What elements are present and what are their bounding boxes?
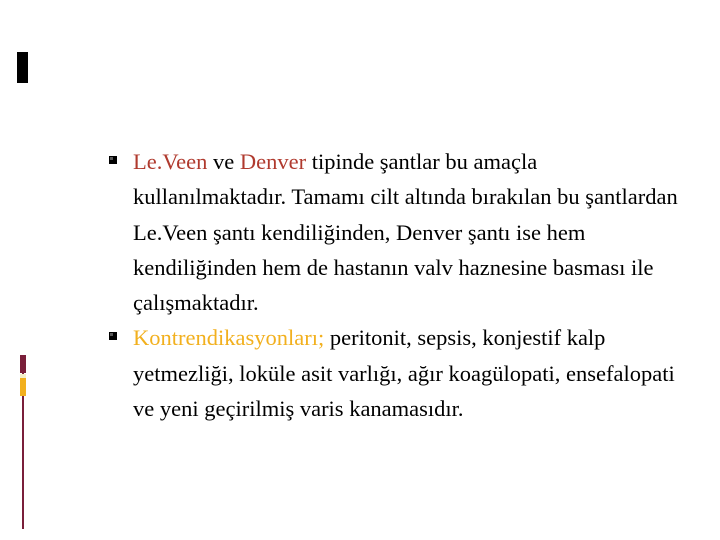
bullet-list: [108, 144, 688, 426]
text-ve: ve: [207, 149, 240, 174]
corner-decoration: [17, 52, 28, 83]
term-denver: Denver: [239, 149, 307, 174]
bullet-text-2: [133, 325, 675, 421]
bullet-item: [108, 320, 688, 426]
square-bullet-icon: [108, 155, 118, 165]
bullet-text-1: [133, 149, 678, 315]
accent-square-red: [20, 355, 26, 373]
square-bullet-icon: [108, 331, 118, 341]
term-kontrendikasyonlari: Kontrendikasyonları;: [133, 325, 325, 351]
accent-square-yellow: [20, 378, 26, 396]
term-leveen: Le.Veen: [133, 149, 208, 174]
bullet-item: [108, 144, 688, 320]
text-body-1: tipinde şantlar bu amaçla kullanılmaktadır. Tamamı cilt altında bırakılan bu şantlardan Le.Veen şantı kendiliğinden, Denver şantı ise hem kendiliğinden hem de hastanın valv haznesine basması ile çalışmaktadır.: [133, 149, 678, 316]
text-body-2: peritonit, sepsis, konjestif kalp yetmezliği, loküle asit varlığı, ağır koagülopati, ensefalopati ve yeni geçirilmiş varis kanamasıdır.: [133, 325, 675, 422]
